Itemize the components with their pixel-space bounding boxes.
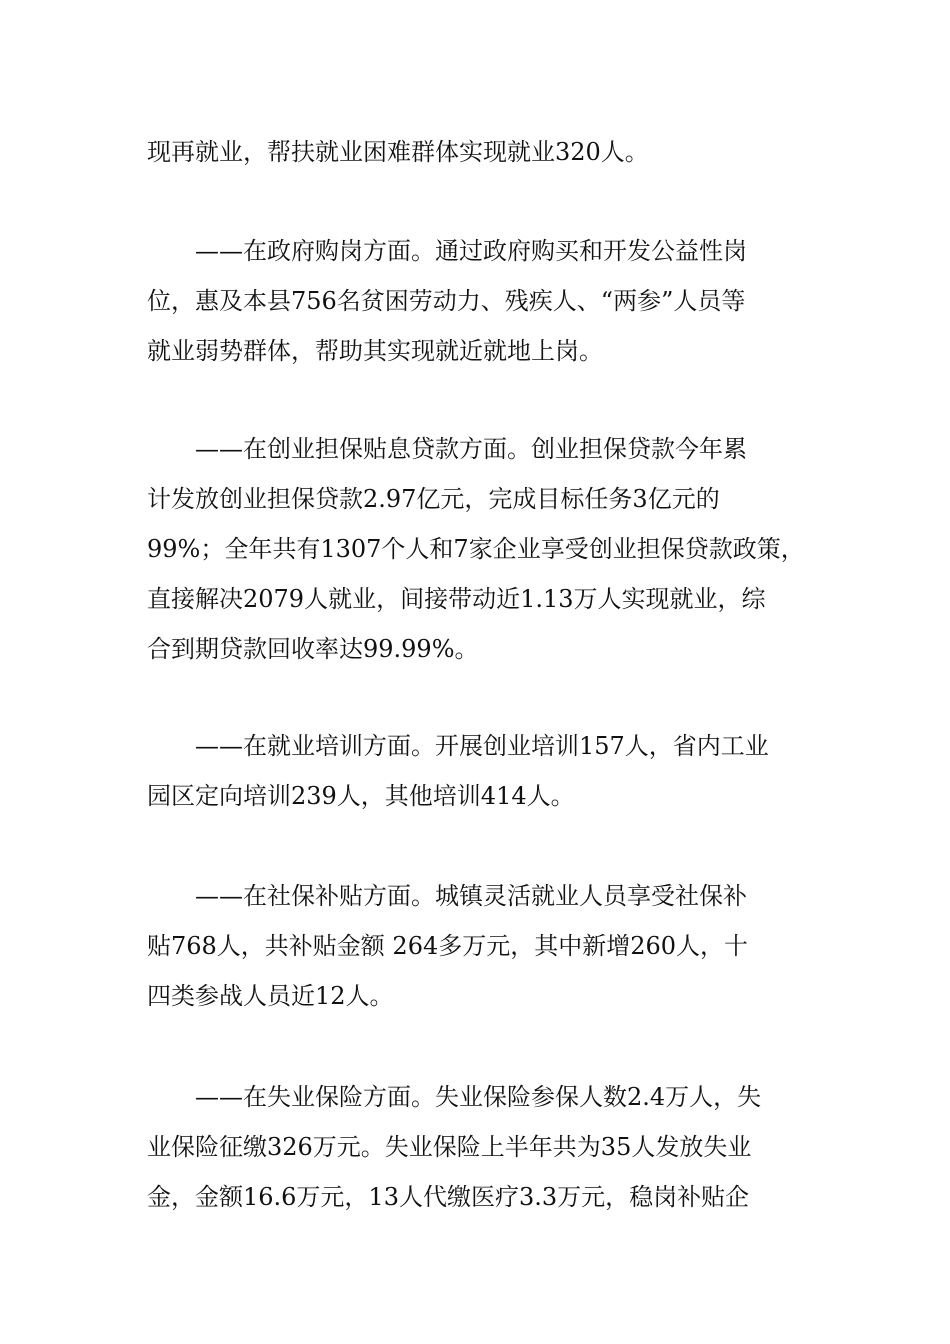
text-line: 现再就业，帮扶就业困难群体实现就业320人。 [147,138,649,166]
paragraph-continuation [147,127,807,177]
text-line: 99%；全年共有1307个人和7家企业享受创业担保贷款政策， [147,535,805,563]
text-line: 四类参战人员近12人。 [147,982,394,1010]
text-line: 园区定向培训239人，其他培训414人。 [147,782,575,810]
text-line: 业保险征缴326万元。失业保险上半年共为35人发放失业 [147,1133,752,1161]
text-line: ——在创业担保贴息贷款方面。创业担保贷款今年累 [195,435,747,463]
paragraph-business-loans [147,424,807,674]
text-line: ——在就业培训方面。开展创业培训157人，省内工业 [195,732,769,760]
text-line: 位，惠及本县756名贫困劳动力、残疾人、“两参”人员等 [147,287,746,315]
text-line: ——在社保补贴方面。城镇灵活就业人员享受社保补 [195,882,747,910]
text-line: 计发放创业担保贷款2.97亿元，完成目标任务3亿元的 [147,485,720,513]
text-line: 金，金额16.6万元，13人代缴医疗3.3万元，稳岗补贴企 [147,1183,750,1211]
text-line: 贴768人，共补贴金额 264多万元，其中新增260人，十 [147,932,749,960]
paragraph-government-jobs [147,226,807,376]
paragraph-employment-training [147,721,807,821]
paragraph-unemployment-insurance [147,1072,807,1222]
text-line: 合到期贷款回收率达99.99%。 [147,635,479,663]
text-line: ——在失业保险方面。失业保险参保人数2.4万人，失 [195,1083,762,1111]
text-line: 就业弱势群体，帮助其实现就近就地上岗。 [147,337,603,365]
paragraph-social-insurance-subsidy [147,871,807,1021]
text-line: ——在政府购岗方面。通过政府购买和开发公益性岗 [195,237,747,265]
text-line: 直接解决2079人就业，间接带动近1.13万人实现就业，综 [147,585,766,613]
